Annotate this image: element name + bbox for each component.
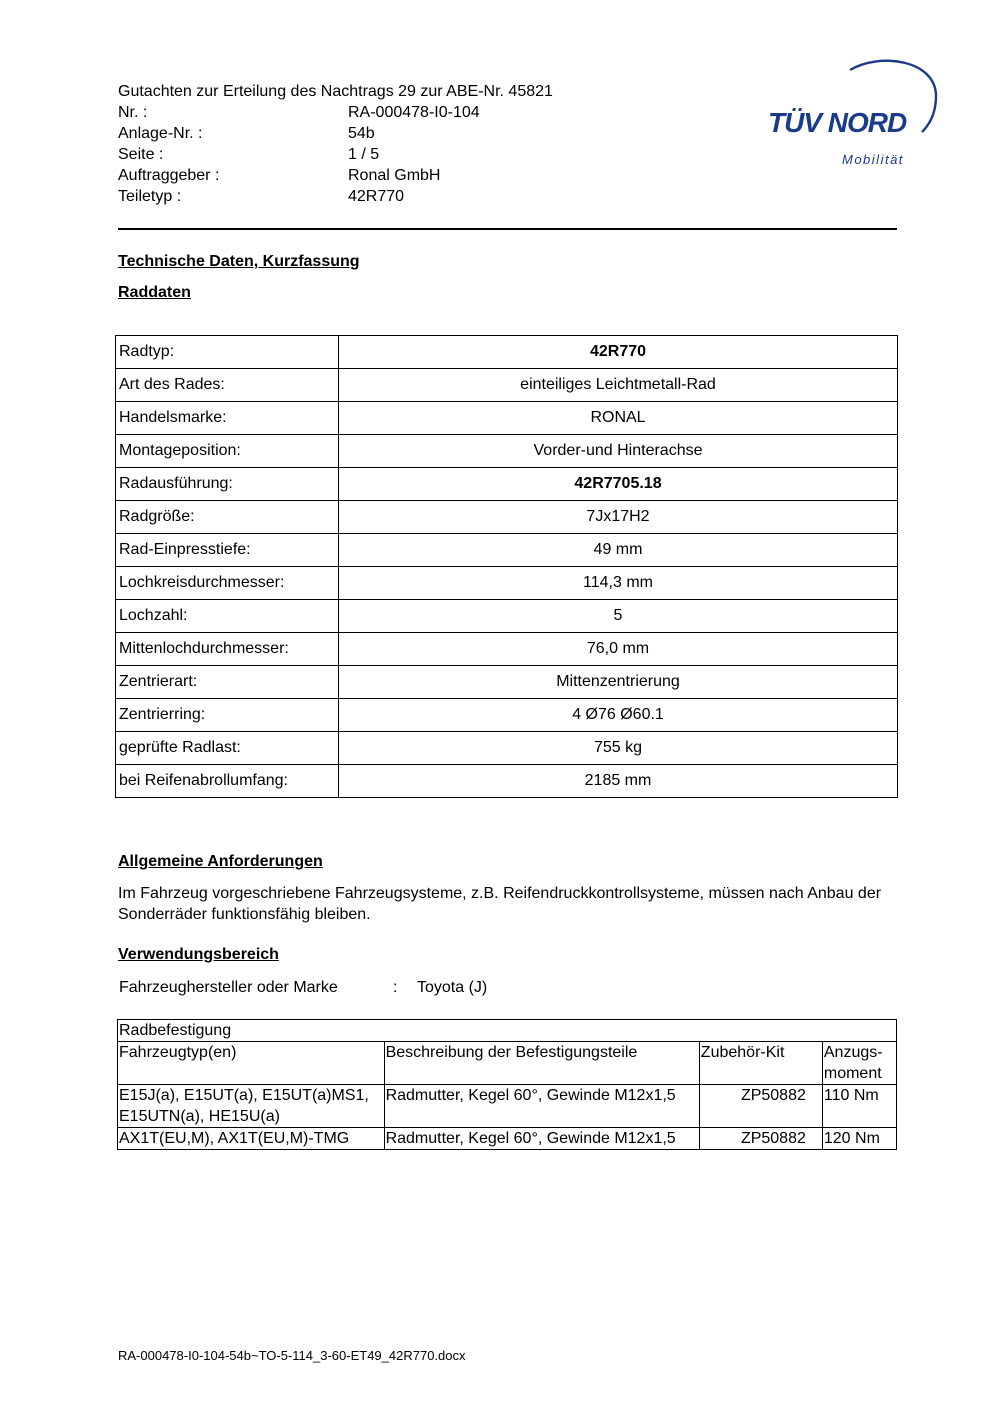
cell-zubehoer-kit: ZP50882 [699, 1128, 822, 1150]
table-caption-row [118, 1020, 897, 1042]
table-row [116, 336, 898, 369]
hersteller-separator: : [393, 979, 398, 996]
cell-anzugsmoment: 120 Nm [822, 1128, 896, 1150]
raddaten-value: 4 Ø76 Ø60.1 [339, 699, 898, 732]
table-row [116, 567, 898, 600]
cell-zubehoer-kit: ZP50882 [699, 1085, 822, 1128]
header-value-teiletyp: 42R770 [348, 188, 405, 205]
header-divider [118, 228, 897, 230]
table-row [118, 1085, 897, 1128]
cell-anzugsmoment: 110 Nm [822, 1085, 896, 1128]
header-anzugsmoment: Anzugs-moment [822, 1042, 896, 1085]
raddaten-label: Radausführung: [116, 468, 339, 501]
raddaten-label: Rad-Einpresstiefe: [116, 534, 339, 567]
raddaten-table [115, 335, 898, 798]
table-row [116, 666, 898, 699]
header-zubehoer-kit: Zubehör-Kit [699, 1042, 822, 1085]
document-title: Gutachten zur Erteilung des Nachtrags 29 zur ABE-Nr. 45821 [118, 83, 553, 100]
table-row [118, 1128, 897, 1150]
raddaten-label: Radtyp: [116, 336, 339, 369]
raddaten-value: 114,3 mm [339, 567, 898, 600]
raddaten-value: Mittenzentrierung [339, 666, 898, 699]
raddaten-label: Radgröße: [116, 501, 339, 534]
header-label-seite: Seite : [118, 146, 164, 163]
raddaten-label: Lochkreisdurchmesser: [116, 567, 339, 600]
header-label-teiletyp: Teiletyp : [118, 188, 182, 205]
raddaten-value: 76,0 mm [339, 633, 898, 666]
raddaten-label: Zentrierart: [116, 666, 339, 699]
radbefestigung-caption: Radbefestigung [118, 1020, 897, 1042]
raddaten-value: RONAL [339, 402, 898, 435]
header-label-nr: Nr. : [118, 104, 148, 121]
heading-allgemeine-anforderungen: Allgemeine Anforderungen [118, 853, 323, 870]
logo-subtitle: Mobilität [842, 152, 904, 167]
cell-fahrzeugtyp: AX1T(EU,M), AX1T(EU,M)-TMG [118, 1128, 385, 1150]
table-row [116, 369, 898, 402]
raddaten-label: Handelsmarke: [116, 402, 339, 435]
hersteller-value: Toyota (J) [417, 979, 488, 996]
raddaten-label: Zentrierring: [116, 699, 339, 732]
raddaten-label: geprüfte Radlast: [116, 732, 339, 765]
heading-raddaten: Raddaten [118, 284, 191, 301]
header-value-auftraggeber: Ronal GmbH [348, 167, 441, 184]
table-row [116, 501, 898, 534]
heading-verwendungsbereich: Verwendungsbereich [118, 946, 279, 963]
table-row [116, 765, 898, 798]
raddaten-value: 5 [339, 600, 898, 633]
raddaten-label: Mittenlochdurchmesser: [116, 633, 339, 666]
raddaten-value: 2185 mm [339, 765, 898, 798]
raddaten-label: Art des Rades: [116, 369, 339, 402]
raddaten-label: bei Reifenabrollumfang: [116, 765, 339, 798]
table-row [116, 468, 898, 501]
raddaten-value: 42R7705.18 [339, 468, 898, 501]
heading-technische-daten: Technische Daten, Kurzfassung [118, 253, 360, 270]
raddaten-value: einteiliges Leichtmetall-Rad [339, 369, 898, 402]
hersteller-label: Fahrzeughersteller oder Marke [119, 979, 338, 996]
radbefestigung-table [117, 1019, 897, 1150]
cell-beschreibung: Radmutter, Kegel 60°, Gewinde M12x1,5 [384, 1085, 699, 1128]
table-row [116, 633, 898, 666]
allgemein-text: Im Fahrzeug vorgeschriebene Fahrzeugsysteme, z.B. Reifendruckkontrollsysteme, müssen nach Anbau der Sonderräder funktionsfähig bleiben. [118, 885, 882, 923]
table-row [116, 402, 898, 435]
raddaten-value: 49 mm [339, 534, 898, 567]
raddaten-value: 755 kg [339, 732, 898, 765]
header-value-anlage: 54b [348, 125, 375, 142]
raddaten-label: Montageposition: [116, 435, 339, 468]
raddaten-value: Vorder-und Hinterachse [339, 435, 898, 468]
raddaten-label: Lochzahl: [116, 600, 339, 633]
logo-brand: TÜV NORD [768, 107, 907, 138]
raddaten-value: 7Jx17H2 [339, 501, 898, 534]
header-value-seite: 1 / 5 [348, 146, 380, 163]
header-beschreibung: Beschreibung der Befestigungsteile [384, 1042, 699, 1085]
cell-beschreibung: Radmutter, Kegel 60°, Gewinde M12x1,5 [384, 1128, 699, 1150]
footer-filename: RA-000478-I0-104-54b~TO-5-114_3-60-ET49_42R770.docx [118, 1348, 466, 1363]
header-fahrzeugtyp: Fahrzeugtyp(en) [118, 1042, 385, 1085]
raddaten-value: 42R770 [339, 336, 898, 369]
header-value-nr: RA-000478-I0-104 [348, 104, 480, 121]
table-header-row [118, 1042, 897, 1085]
table-row [116, 435, 898, 468]
cell-fahrzeugtyp: E15J(a), E15UT(a), E15UT(a)MS1, E15UTN(a), HE15U(a) [118, 1085, 385, 1128]
table-row [116, 600, 898, 633]
table-row [116, 699, 898, 732]
header-label-auftraggeber: Auftraggeber : [118, 167, 220, 184]
header-label-anlage: Anlage-Nr. : [118, 125, 203, 142]
table-row [116, 732, 898, 765]
table-row [116, 534, 898, 567]
